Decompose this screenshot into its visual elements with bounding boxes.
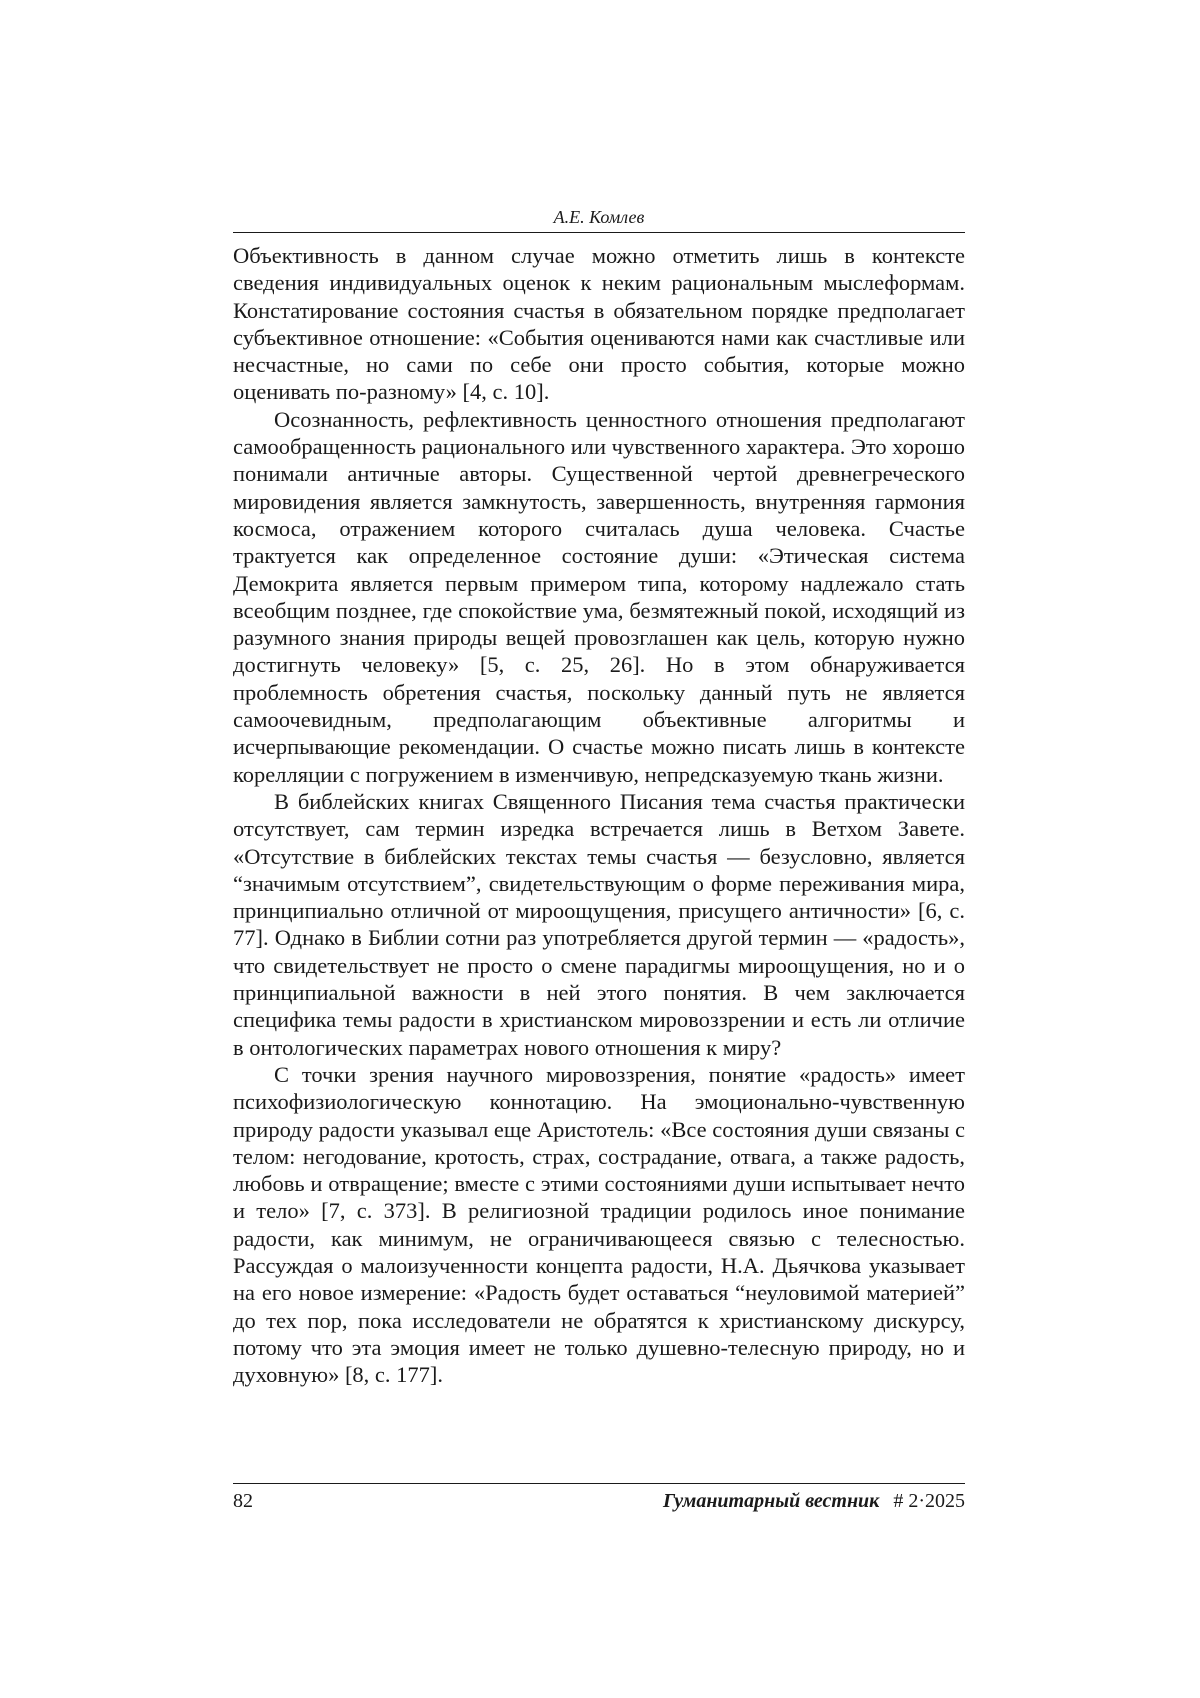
- journal-title: Гуманитарный вестник: [663, 1490, 880, 1512]
- page-number: 82: [233, 1490, 253, 1512]
- header-rule: [233, 232, 965, 233]
- journal-info: [663, 1488, 965, 1514]
- paragraph-2: Осознанность, рефлективность ценностного отношения предполагают самообращенность рационального или чувственного характера. Это хорошо понимали античные авторы. Существенной чертой древнегреческого мировидения является замкнутость, завершенность, внутренняя гармония космоса, отражением которого считалась душа человека. Счастье трактуется как определенное состояние души: «Этическая система Демокрита является первым примером типа, которому надлежало стать всеобщим позднее, где спокойствие ума, безмятежный покой, исходящий из разумного знания природы вещей провозглашен как цель, которую нужно достигнуть человеку» [5, с. 25, 26]. Но в этом обнаруживается проблемность обретения счастья, поскольку данный путь не является самоочевидным, предполагающим объективные алгоритмы и исчерпывающие рекомендации. О счастье можно писать лишь в контексте корелляции с погружением в изменчивую, непредсказуемую ткань жизни.: [233, 406, 965, 787]
- running-head-author: А.Е. Комлев: [553, 207, 645, 227]
- article-body: [233, 242, 965, 1388]
- paragraph-3: В библейских книгах Священного Писания тема счастья практически отсутствует, сам термин изредка встречается лишь в Ветхом Завете. «Отсутствие в библейских текстах темы счастья — безусловно, является “значимым отсутствием”, свидетельствующим о форме переживания мира, принципиально отличной от мироощущения, присущего античности» [6, с. 77]. Однако в Библии сотни раз употребляется другой термин — «радость», что свидетельствует не просто о смене парадигмы мироощущения, но и о принципиальной важности в ней этого понятия. В чем заключается специфика темы радости в христианском мировоззрении и есть ли отличие в онтологических параметрах нового отношения к миру?: [233, 788, 965, 1060]
- footer-rule: [233, 1483, 965, 1484]
- paragraph-1: Объективность в данном случае можно отметить лишь в контексте сведения индивидуальных оценок к неким рациональным мыслеформам. Констатирование состояния счастья в обязательном порядке предполагает субъективное отношение: «События оцениваются нами как счастливые или несчастные, но сами по себе они просто события, которые можно оценивать по-разному» [4, с. 10].: [233, 243, 965, 405]
- issue-number: # 2·2025: [893, 1490, 965, 1512]
- paragraph-4: С точки зрения научного мировоззрения, понятие «радость» имеет психофизиологическую коннотацию. На эмоционально-чувственную природу радости указывал еще Аристотель: «Все состояния души связаны с телом: негодование, кротость, страх, сострадание, отвага, а также радость, любовь и отвращение; вместе с этими состояниями души испытывает нечто и тело» [7, с. 373]. В религиозной традиции родилось иное понимание радости, как минимум, не ограничивающееся связью с телесностью. Рассуждая о малоизученности концепта радости, Н.А. Дьячкова указывает на его новое измерение: «Радость будет оставаться “неуловимой материей” до тех пор, пока исследователи не обратятся к христианскому дискурсу, потому что эта эмоция имеет не только душевно-телесную природу, но и духовную» [8, с. 177].: [233, 1061, 965, 1388]
